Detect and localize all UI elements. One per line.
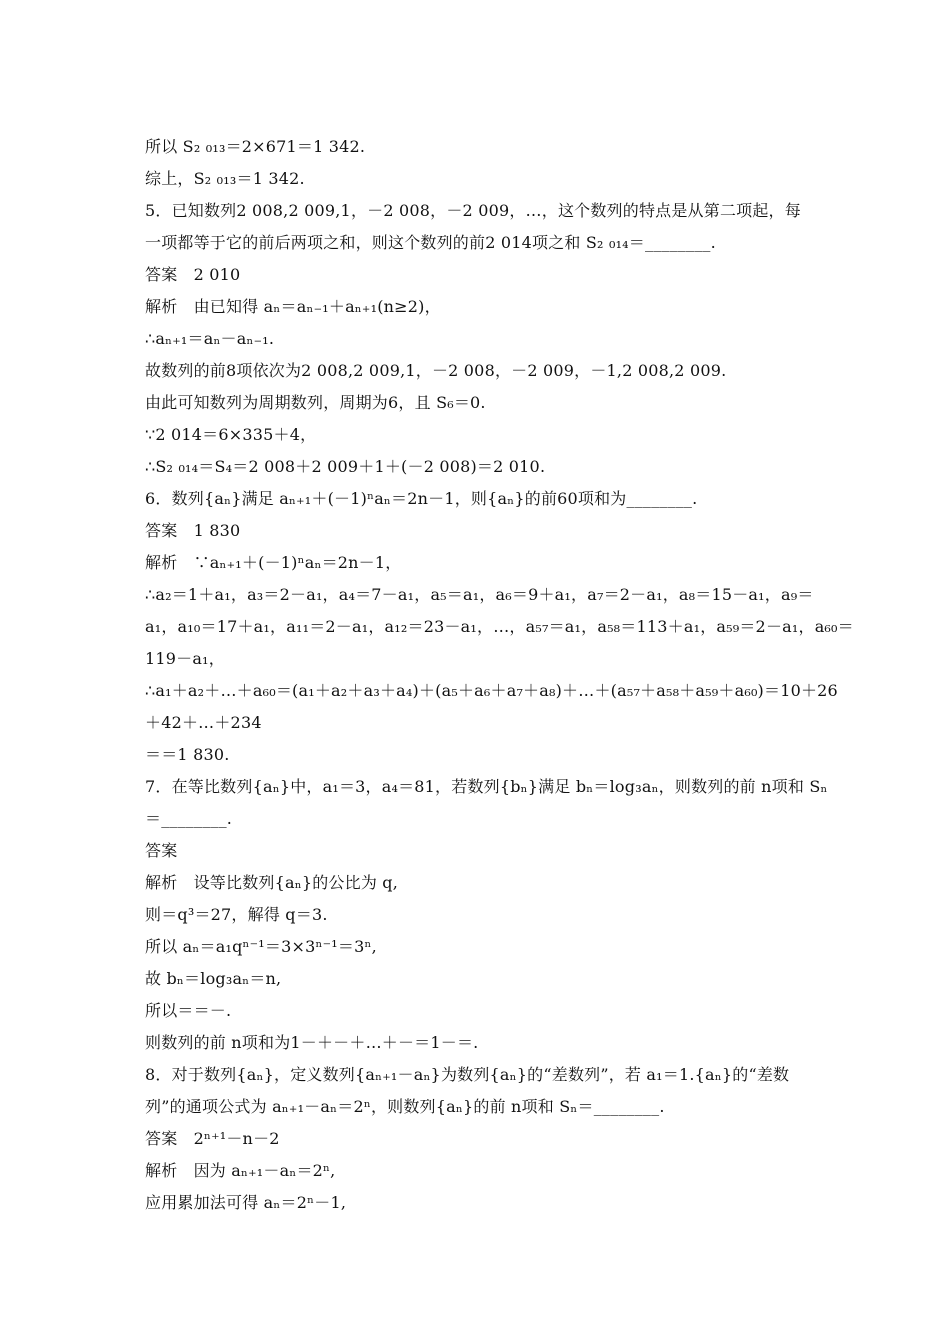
text-line: 答案 2 010 — [145, 265, 241, 284]
text-line: 解析 设等比数列{aₙ}的公比为 q, — [145, 873, 399, 892]
text-line: 6．数列{aₙ}满足 aₙ₊₁＋(－1)ⁿaₙ＝2n－1，则{aₙ}的前60项和为________. — [145, 489, 698, 508]
text-line: ＋42＋…＋234 — [145, 713, 262, 732]
text-line: ∴a₂＝1＋a₁，a₃＝2－a₁，a₄＝7－a₁，a₅＝a₁，a₆＝9＋a₁，a₇＝2－a₁，a₈＝15－a₁，a₉＝ — [145, 585, 814, 604]
text-line: 由此可知数列为周期数列，周期为6，且 S₆＝0. — [145, 393, 486, 412]
text-line: a₁，a₁₀＝17＋a₁，a₁₁＝2－a₁，a₁₂＝23－a₁，…，a₅₇＝a₁，a₅₈＝113＋a₁，a₅₉＝2－a₁，a₆₀＝ — [145, 617, 854, 636]
text-line: 解析 由已知得 aₙ＝aₙ₋₁＋aₙ₊₁(n≥2)， — [145, 297, 441, 316]
text-line: ∴S₂ ₀₁₄＝S₄＝2 008＋2 009＋1＋(－2 008)＝2 010. — [145, 457, 546, 476]
text-line: 所以＝＝－. — [145, 1001, 232, 1020]
text-line: 故数列的前8项依次为2 008,2 009,1，－2 008，－2 009，－1,2 008,2 009. — [145, 361, 727, 380]
text-line: 则数列的前 n项和为1－＋－＋…＋－＝1－＝. — [145, 1033, 479, 1052]
text-line: ＝________. — [145, 809, 233, 828]
text-line: 故 bₙ＝log₃aₙ＝n, — [145, 969, 282, 988]
text-line: 7．在等比数列{aₙ}中，a₁＝3，a₄＝81，若数列{bₙ}满足 bₙ＝log₃aₙ，则数列的前 n项和 Sₙ — [145, 777, 828, 796]
text-line: 所以 aₙ＝a₁qⁿ⁻¹＝3×3ⁿ⁻¹＝3ⁿ, — [145, 937, 377, 956]
text-line: 列”的通项公式为 aₙ₊₁－aₙ＝2ⁿ，则数列{aₙ}的前 n项和 Sₙ＝________. — [145, 1097, 665, 1116]
text-line: 所以 S₂ ₀₁₃＝2×671＝1 342. — [145, 137, 366, 156]
text-line: 应用累加法可得 aₙ＝2ⁿ－1, — [145, 1193, 347, 1212]
text-line: 5．已知数列2 008,2 009,1，－2 008，－2 009，…，这个数列的特点是从第二项起，每 — [145, 201, 801, 220]
text-line: 解析 ∵aₙ₊₁＋(－1)ⁿaₙ＝2n－1， — [145, 553, 402, 572]
text-line: 8．对于数列{aₙ}，定义数列{aₙ₊₁－aₙ}为数列{aₙ}的“差数列”，若 a₁＝1.{aₙ}的“差数 — [145, 1065, 790, 1084]
text-line: 解析 因为 aₙ₊₁－aₙ＝2ⁿ, — [145, 1161, 336, 1180]
text-line: 119－a₁， — [145, 649, 225, 668]
text-line: 综上，S₂ ₀₁₃＝1 342. — [145, 169, 305, 188]
text-line: ∴aₙ₊₁＝aₙ－aₙ₋₁. — [145, 329, 275, 348]
text-line: 则＝q³＝27，解得 q＝3. — [145, 905, 328, 924]
text-line: ∵2 014＝6×335＋4， — [145, 425, 317, 444]
text-line: 答案 1 830 — [145, 521, 241, 540]
text-line: 一项都等于它的前后两项之和，则这个数列的前2 014项之和 S₂ ₀₁₄＝________. — [145, 233, 716, 252]
text-line: 答案 2ⁿ⁺¹－n－2 — [145, 1129, 280, 1148]
text-line: ∴a₁＋a₂＋…＋a₆₀＝(a₁＋a₂＋a₃＋a₄)＋(a₅＋a₆＋a₇＋a₈)＋…＋(a₅₇＋a₅₈＋a₅₉＋a₆₀)＝10＋26 — [145, 681, 838, 700]
text-line: ＝＝1 830. — [145, 745, 230, 764]
text-line: 答案 — [145, 841, 178, 860]
